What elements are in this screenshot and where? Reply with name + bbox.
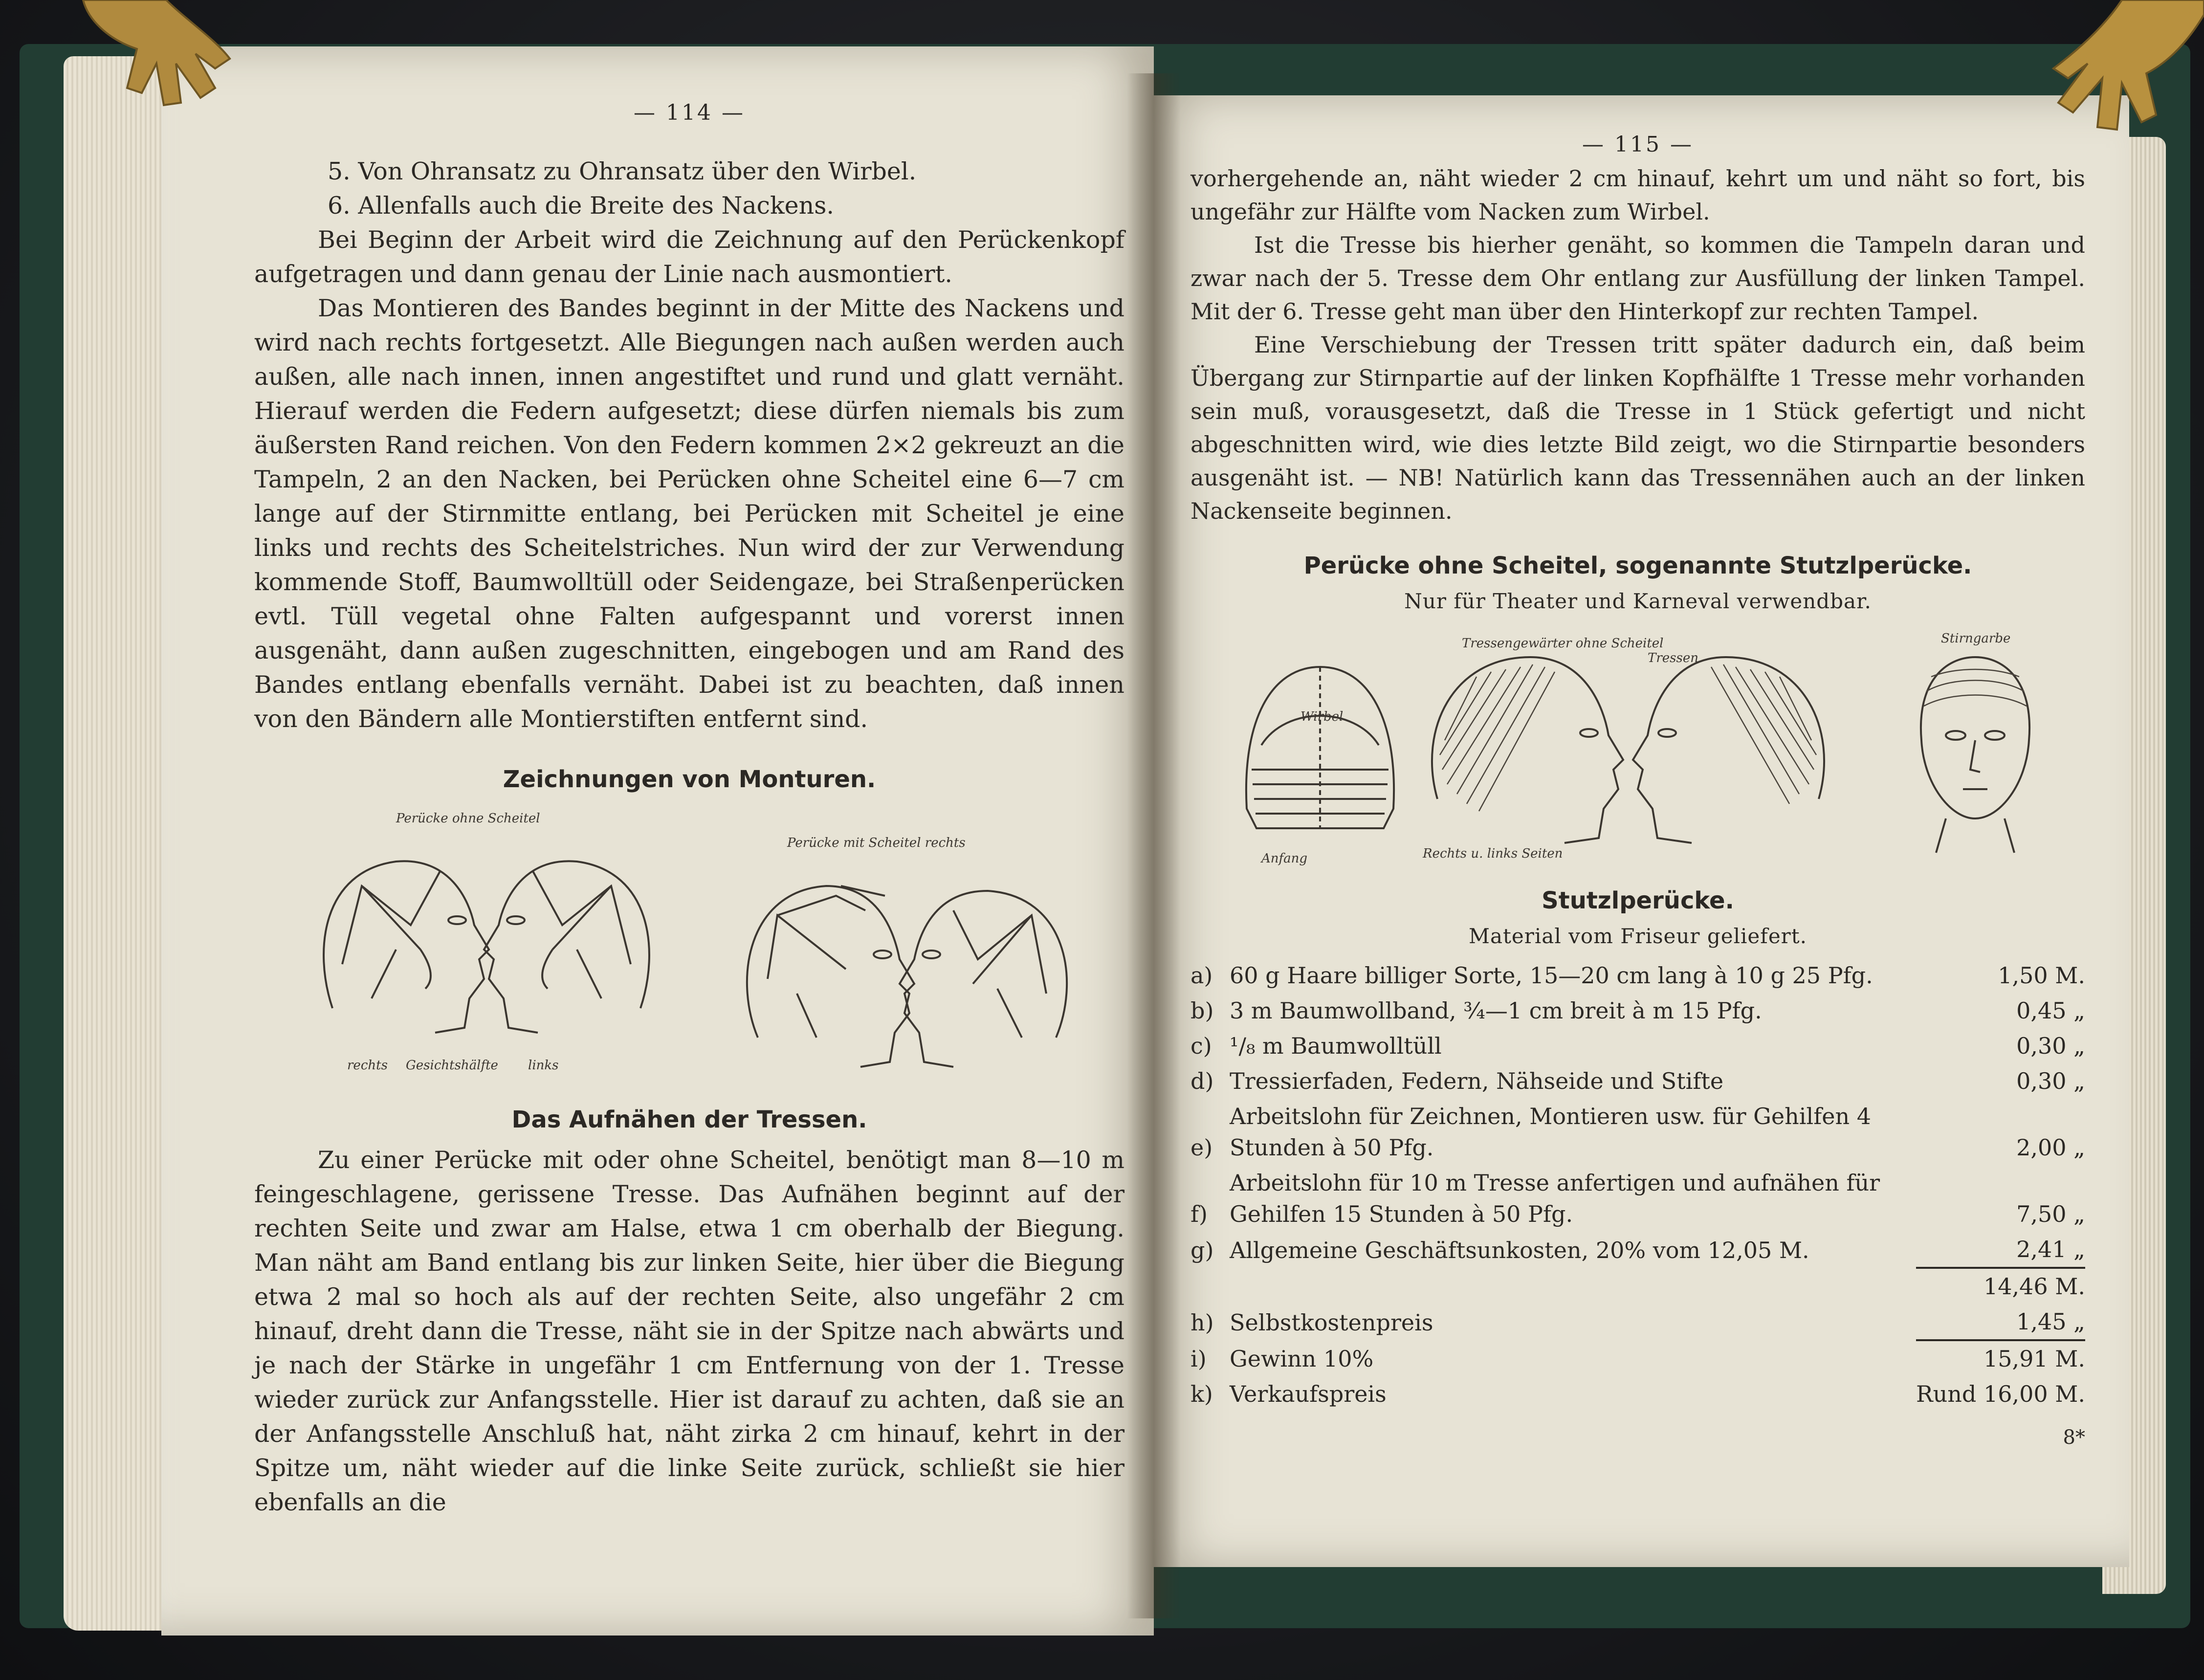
cost-row bbox=[1190, 1304, 2085, 1340]
cost-row bbox=[1190, 1099, 2085, 1165]
cost-amount: 7,50 „ bbox=[2016, 1201, 2085, 1227]
cost-label: g) bbox=[1190, 1237, 1214, 1263]
paragraph: Ist die Tresse bis hierher genäht, so kommen die Tampeln daran und zwar nach der 5. Tresse dem Ohr entlang zur Ausfüllung der linken Tampel. Mit der 6. Tresse geht man über den Hinterkopf zur rechten Tampel. bbox=[1190, 232, 2085, 325]
cost-row bbox=[1190, 1165, 2085, 1232]
caption-seiten: Rechts u. links Seiten bbox=[1423, 846, 1563, 861]
cost-amount: 15,91 M. bbox=[1916, 1340, 2085, 1376]
cost-label: k) bbox=[1190, 1381, 1213, 1407]
head-drawing bbox=[900, 891, 1067, 1067]
cost-description bbox=[1230, 1268, 1916, 1304]
cost-label: a) bbox=[1190, 962, 1213, 989]
caption-wirbel: Wirbel bbox=[1300, 709, 1344, 724]
right-page bbox=[1151, 95, 2129, 1567]
cost-label: e) bbox=[1190, 1134, 1213, 1161]
cost-description: 60 g Haare billiger Sorte, 15—20 cm lang à 10 g 25 Pfg. bbox=[1230, 962, 1873, 989]
head-drawing bbox=[747, 886, 914, 1067]
figure-montures bbox=[274, 803, 1105, 1077]
book-gutter bbox=[1127, 73, 1181, 1618]
cost-description: 3 m Baumwollband, ¾—1 cm breit à m 15 Pfg. bbox=[1230, 997, 1762, 1024]
cost-amount: 2,00 „ bbox=[2016, 1134, 2085, 1161]
left-page bbox=[161, 46, 1154, 1636]
heading-montures: Zeichnungen von Monturen. bbox=[503, 766, 876, 793]
heading-stutzlperucke: Stutzlperücke. bbox=[1542, 887, 1734, 914]
paragraph: Das Montieren des Bandes beginnt in der Mitte des Nackens und wird nach rechts fortgesetzt. Alle Biegungen nach außen werden auch außen, alle nach innen, innen angestiftet und rund und glatt vernäht. Hierauf werden die Federn aufgesetzt; diese dürfen niemals bis zum äußersten Rand reichen. Von den Federn kommen 2×2 gekreuzt an die Tampeln, 2 an den Nacken, bei Perücken ohne Scheitel eine 6—7 cm lange auf der Stirnmitte entlang, bei Perücken mit Scheitel je eine links und rechts des Scheitelstriches. Nun wird der zur Verwendung kommende Stoff, Baumwolltüll oder Seidengaze, bei Straßenperücken evtl. Tüll vegetal ohne Falten aufgespannt und vorerst innen ausgenäht, dann außen zugeschnitten, eingebogen und am Rand des Bandes entlang ebenfalls vernäht. Dabei ist zu beachten, daß innen von den Bändern alle Montierstiften entfernt sind. bbox=[254, 294, 1124, 733]
heading-tressen: Das Aufnähen der Tressen. bbox=[511, 1106, 867, 1133]
page-number-right: — 115 — bbox=[1582, 132, 1694, 157]
right-page-content bbox=[1190, 132, 2085, 1449]
caption-rechts: rechts bbox=[347, 1058, 388, 1073]
cost-amount: 2,41 „ bbox=[2016, 1236, 2085, 1262]
heading-stutzlperucke-intro: Perücke ohne Scheitel, sogenannte Stutzlperücke. bbox=[1303, 552, 1972, 579]
cost-row bbox=[1190, 1376, 2085, 1412]
paragraph: Zu einer Perücke mit oder ohne Scheitel, benötigt man 8—10 m feingeschlagene, gerissene Tresse. Das Aufnähen beginnt auf der rechten Seite und zwar am Halse, etwa 1 cm oberhalb der Biegung. Man näht am Band entlang bis zur linken Seite, hier über die Biegung etwa 2 mal so hoch als auf der rechten Seite, also ungefähr 2 cm hinauf, dreht dann die Tresse, näht sie in der Spitze nach abwärts und je nach der Stärke in ungefähr 1 cm Entfernung von der 1. Tresse wieder zurück zur Anfangsstelle. Hier ist darauf zu achten, daß sie an der Anfangsstelle Anschluß hat, näht zirka 2 cm hinauf, kehrt in der Spitze um, näht wieder auf die linke Seite zurück, schließt sie hier ebenfalls an die bbox=[254, 1146, 1124, 1516]
list-item: 5. Von Ohransatz zu Ohransatz über den Wirbel. bbox=[328, 157, 917, 185]
caption-gesichtshalfte: Gesichtshälfte bbox=[406, 1058, 498, 1073]
cost-label bbox=[1190, 1268, 1230, 1304]
caption-links: links bbox=[528, 1058, 559, 1073]
cost-row bbox=[1190, 1063, 2085, 1099]
cost-row bbox=[1190, 958, 2085, 993]
page-number-left: — 114 — bbox=[634, 100, 745, 125]
head-drawing bbox=[324, 861, 489, 1033]
caption-perucke-ohne-scheitel: Perücke ohne Scheitel bbox=[396, 811, 540, 826]
cost-label: b) bbox=[1190, 997, 1214, 1024]
cost-description: Verkaufspreis bbox=[1230, 1381, 1387, 1407]
cost-label: h) bbox=[1190, 1309, 1214, 1336]
caption-stirngarbe: Stirngarbe bbox=[1941, 631, 2011, 646]
cost-description: Gewinn 10% bbox=[1230, 1346, 1374, 1372]
cost-amount: 14,46 M. bbox=[1916, 1268, 2085, 1304]
cost-label: d) bbox=[1190, 1068, 1214, 1094]
cost-description: Arbeitslohn für 10 m Tresse anfertigen und aufnähen für Gehilfen 15 Stunden à 50 Pfg. bbox=[1230, 1170, 1880, 1227]
front-face-drawing bbox=[1921, 631, 2029, 853]
list-item: 6. Allenfalls auch die Breite des Nackens. bbox=[328, 192, 834, 220]
profile-head-drawing bbox=[1422, 651, 1824, 861]
head-drawing bbox=[484, 861, 649, 1033]
cost-row bbox=[1190, 1028, 2085, 1063]
cost-description: Arbeitslohn für Zeichnen, Montieren usw. für Gehilfen 4 Stunden à 50 Pfg. bbox=[1230, 1103, 1871, 1161]
cost-amount: 1,45 „ bbox=[2016, 1308, 2085, 1335]
cost-row bbox=[1190, 1340, 2085, 1376]
cost-amount: 0,30 „ bbox=[2016, 1033, 2085, 1059]
signature-mark: 8* bbox=[2063, 1426, 2085, 1449]
cost-amount: 1,50 M. bbox=[1998, 962, 2085, 989]
paragraph: Bei Beginn der Arbeit wird die Zeichnung auf den Perückenkopf aufgetragen und dann genau der Linie nach ausmontiert. bbox=[254, 226, 1124, 288]
figure-stutzlperucke bbox=[1198, 623, 2078, 877]
paragraph: Eine Verschiebung der Tressen tritt später dadurch ein, daß beim Übergang zur Stirnpartie auf der linken Kopfhälfte 1 Tresse mehr vorhanden sein muß, vorausgesetzt, daß die Tresse in 1 Stück gefertigt und nicht abgeschnitten wird, wie dies letzte Bild zeigt, wo die Stirnpartie besonders ausgenäht ist. — NB! Natürlich kann das Tressennähen auch an der linken Nackenseite beginnen. bbox=[1190, 332, 2085, 524]
cost-label: c) bbox=[1190, 1033, 1212, 1059]
profile-head-drawing bbox=[1432, 636, 1664, 843]
cost-row bbox=[1190, 993, 2085, 1028]
cost-row bbox=[1190, 1268, 2085, 1304]
cost-amount: 0,45 „ bbox=[2016, 997, 2085, 1024]
caption-perucke-mit-scheitel: Perücke mit Scheitel rechts bbox=[787, 836, 966, 850]
back-head-drawing bbox=[1246, 667, 1394, 866]
subtitle-theater: Nur für Theater und Karneval verwendbar. bbox=[1404, 589, 1872, 613]
caption-tressengewarter: Tressengewärter ohne Scheitel bbox=[1462, 636, 1664, 651]
brass-hand-right bbox=[1975, 0, 2204, 176]
caption-tressen: Tressen bbox=[1648, 651, 1698, 665]
brass-hand-left bbox=[68, 0, 313, 112]
cost-table bbox=[1190, 958, 2085, 1412]
cost-description: Tressierfaden, Federn, Nähseide und Stifte bbox=[1230, 1068, 1724, 1094]
subtitle-material: Material vom Friseur geliefert. bbox=[1468, 924, 1807, 948]
paragraph: vorhergehende an, näht wieder 2 cm hinauf, kehrt um und näht so fort, bis ungefähr zur Hälfte vom Nacken zum Wirbel. bbox=[1190, 165, 2085, 225]
caption-anfang: Anfang bbox=[1261, 851, 1308, 866]
cost-amount: 0,30 „ bbox=[2016, 1068, 2085, 1094]
left-page-content bbox=[254, 100, 1124, 1520]
cost-row bbox=[1190, 1232, 2085, 1268]
cost-label: i) bbox=[1190, 1346, 1207, 1372]
cost-description: ¹/₈ m Baumwolltüll bbox=[1230, 1033, 1442, 1059]
cost-amount: Rund 16,00 M. bbox=[1916, 1381, 2085, 1407]
cost-label: f) bbox=[1190, 1201, 1208, 1227]
cost-description: Selbstkostenpreis bbox=[1230, 1309, 1433, 1336]
cost-description: Allgemeine Geschäftsunkosten, 20% vom 12,05 M. bbox=[1230, 1237, 1809, 1263]
